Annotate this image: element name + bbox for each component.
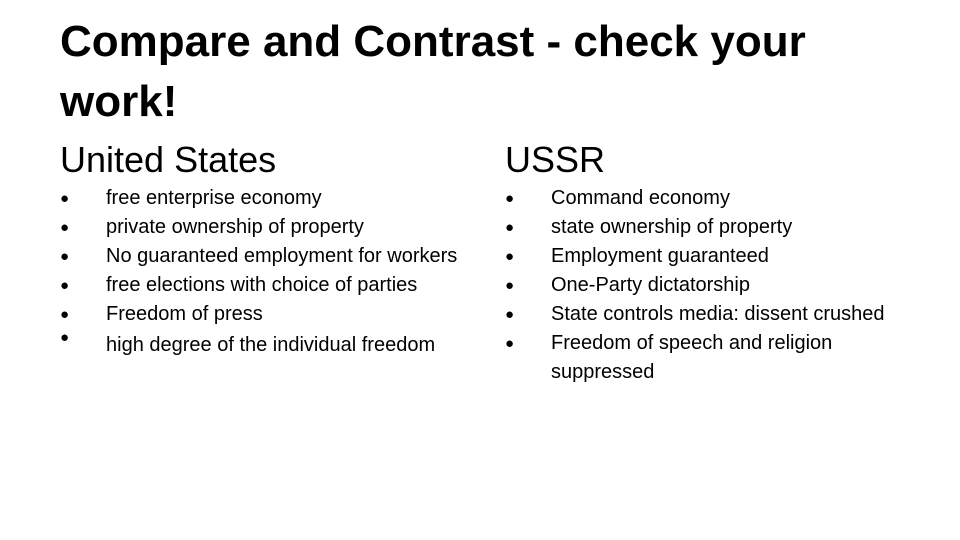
bullet-icon: ● xyxy=(505,306,515,323)
bullet-icon: ● xyxy=(505,219,515,236)
list-item-text: high degree of the individual freedom xyxy=(106,334,436,356)
list-item-text: One-Party dictatorship xyxy=(551,274,750,296)
list-item-text: Freedom of press xyxy=(106,303,263,325)
list-item xyxy=(60,271,460,300)
column-heading-ussr: USSR xyxy=(505,139,606,180)
list-item-text: state ownership of property xyxy=(551,216,793,238)
list-item xyxy=(505,271,905,300)
list-item xyxy=(505,300,905,329)
list-item xyxy=(505,213,905,242)
column-heading-united-states: United States xyxy=(60,139,277,180)
list-item-text: free elections with choice of parties xyxy=(106,274,418,296)
bullet-icon: ● xyxy=(505,277,515,294)
list-item-text: free enterprise economy xyxy=(106,187,322,209)
list-item-text: No guaranteed employment for workers xyxy=(106,245,458,267)
bullet-icon: ● xyxy=(505,248,515,265)
list-item-text: private ownership of property xyxy=(106,216,364,238)
united-states-list xyxy=(60,184,460,367)
bullet-icon: ● xyxy=(60,277,70,294)
bullet-icon: ● xyxy=(60,190,70,207)
list-item-text: State controls media: dissent crushed xyxy=(551,303,885,325)
ussr-list xyxy=(505,184,905,387)
list-item xyxy=(505,184,905,213)
bullet-icon: ● xyxy=(60,248,70,265)
list-item-text: Command economy xyxy=(551,187,730,209)
bullet-icon: ● xyxy=(60,306,70,323)
list-item-text: Employment guaranteed xyxy=(551,245,769,267)
list-item xyxy=(60,323,460,367)
bullet-icon: ● xyxy=(60,329,70,346)
slide-title: Compare and Contrast - check your work! xyxy=(60,17,806,126)
list-item xyxy=(505,242,905,271)
column-united-states xyxy=(60,138,460,367)
list-item xyxy=(60,242,460,271)
bullet-icon: ● xyxy=(60,219,70,236)
list-item-text: Freedom of speech and religion suppressed xyxy=(551,332,833,383)
list-item xyxy=(60,184,460,213)
list-item xyxy=(60,213,460,242)
bullet-icon: ● xyxy=(505,335,515,352)
column-ussr xyxy=(505,138,905,387)
bullet-icon: ● xyxy=(505,190,515,207)
list-item xyxy=(505,329,905,387)
